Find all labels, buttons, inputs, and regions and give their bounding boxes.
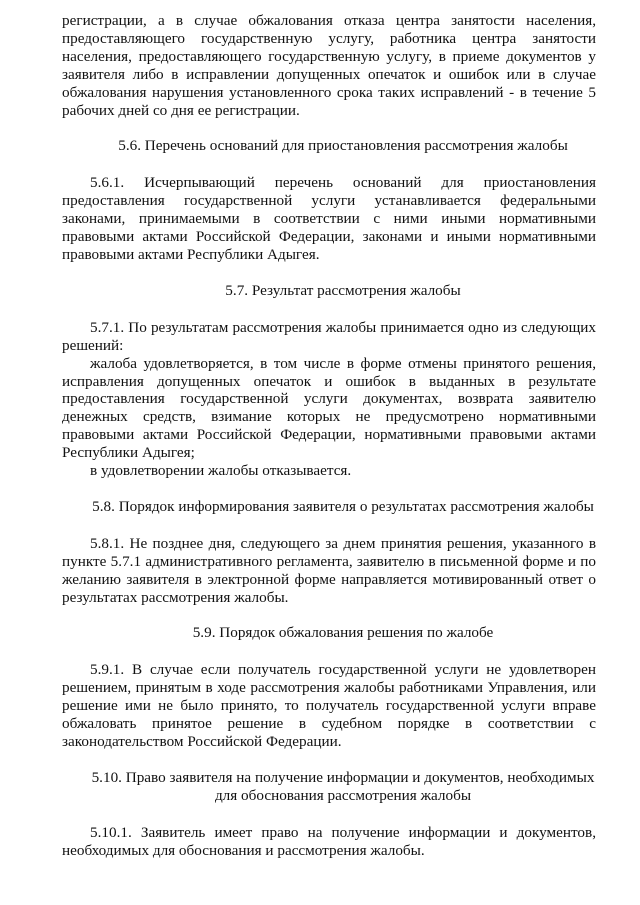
heading-5-9: 5.9. Порядок обжалования решения по жалобе bbox=[192, 624, 494, 642]
heading-5-6: 5.6. Перечень оснований для приостановления рассмотрения жалобы bbox=[118, 137, 568, 155]
heading-5-8: 5.8. Порядок информирования заявителя о результатах рассмотрения жалобы bbox=[92, 497, 594, 515]
paragraph-5-10-1: 5.10.1. Заявитель имеет право на получение информации и документов, необходимых для обоснования и рассмотрения жалобы. bbox=[62, 823, 596, 859]
paragraph-5-8-1: 5.8.1. Не позднее дня, следующего за днем принятия решения, указанного в пункте 5.7.1 административного регламента, заявителю в письменной форме и по желанию заявителя в электронной форме направляется мотивированный ответ о результатах рассмотрения жалобы. bbox=[62, 534, 596, 606]
heading-5-10: 5.10. Право заявителя на получение информации и документов, необходимых для обоснования рассмотрения жалобы bbox=[91, 768, 595, 804]
paragraph-intro: регистрации, а в случае обжалования отказа центра занятости населения, предоставляющего государственную услугу, работника центра занятости населения, предоставляющего государственную услугу, в приеме документов у заявителя либо в исправлении допущенных опечаток и ошибок или в случае обжалования нарушения установленного срока таких исправлений - в течение 5 рабочих дней со дня ее регистрации. bbox=[62, 12, 596, 119]
paragraph-5-7-1-option-b: в удовлетворении жалобы отказывается. bbox=[90, 462, 352, 480]
paragraph-5-7-1: 5.7.1. По результатам рассмотрения жалобы принимается одно из следующих решений: bbox=[62, 318, 596, 354]
paragraph-5-7-1-option-a: жалоба удовлетворяется, в том числе в форме отмены принятого решения, исправления допущенных опечаток и ошибок в выданных в результате предоставления государственной услуги документах, возврата заявителю денежных средств, взимание которых не предусмотрено нормативными правовыми актами Российской Федерации, нормативными правовыми актами Республики Адыгея; bbox=[62, 354, 596, 462]
heading-5-7: 5.7. Результат рассмотрения жалобы bbox=[225, 281, 461, 299]
paragraph-5-9-1: 5.9.1. В случае если получатель государственной услуги не удовлетворен решением, принятым в ходе рассмотрения жалобы работниками Управления, или решение ими не было принято, то получатель государственной услуги вправе обжаловать принятое решение в судебном порядке в соответствии с законодательством Российской Федерации. bbox=[62, 661, 596, 750]
document-page bbox=[62, 12, 596, 860]
paragraph-5-6-1: 5.6.1. Исчерпывающий перечень оснований для приостановления предоставления государственной услуги устанавливается федеральными законами, принимаемыми в соответствии с ними иными нормативными правовыми актами Российской Федерации, законами и иными нормативными правовыми актами Республики Адыгея. bbox=[62, 174, 596, 263]
